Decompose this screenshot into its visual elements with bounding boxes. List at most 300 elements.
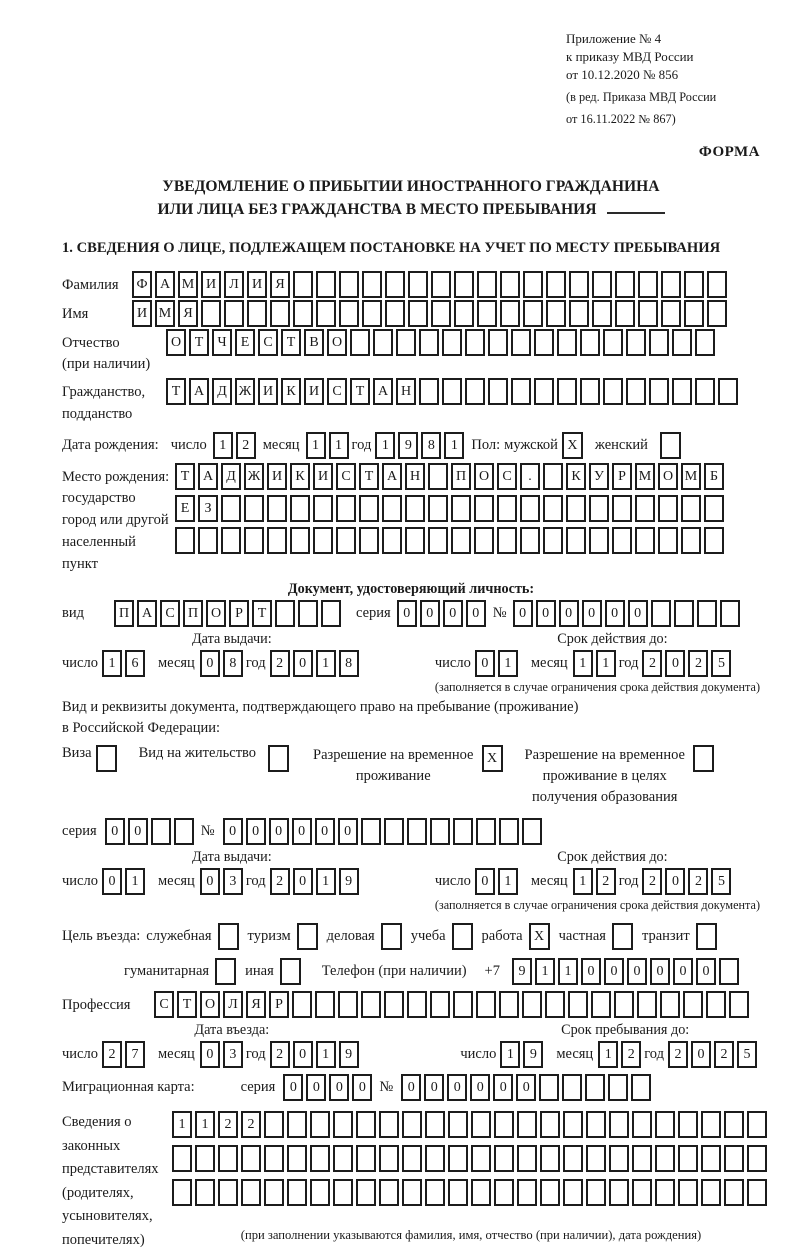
char-box[interactable]: Б (704, 463, 724, 490)
char-box[interactable] (310, 1179, 330, 1206)
char-box[interactable] (442, 329, 462, 356)
char-box[interactable] (402, 1179, 422, 1206)
char-box[interactable]: 2 (596, 868, 616, 895)
char-box[interactable] (419, 329, 439, 356)
char-box[interactable]: 0 (513, 600, 533, 627)
char-box[interactable]: 1 (375, 432, 395, 459)
char-box[interactable]: Т (359, 463, 379, 490)
char-box[interactable] (499, 991, 519, 1018)
char-box[interactable] (221, 527, 241, 554)
char-box[interactable]: С (258, 329, 278, 356)
char-box[interactable] (471, 1111, 491, 1138)
char-box[interactable]: Т (189, 329, 209, 356)
char-box[interactable] (453, 991, 473, 1018)
char-box[interactable] (298, 600, 318, 627)
char-box[interactable] (313, 495, 333, 522)
char-box[interactable]: 0 (200, 868, 220, 895)
char-box[interactable] (615, 271, 635, 298)
char-box[interactable] (534, 329, 554, 356)
char-box[interactable] (494, 1145, 514, 1172)
purpose-opt-study-checkbox[interactable] (452, 923, 473, 950)
char-box[interactable] (244, 495, 264, 522)
char-box[interactable]: Ф (132, 271, 152, 298)
char-box[interactable] (454, 300, 474, 327)
char-box[interactable] (264, 1145, 284, 1172)
char-box[interactable]: Е (235, 329, 255, 356)
char-box[interactable]: 1 (213, 432, 233, 459)
purpose-opt-business-checkbox[interactable] (381, 923, 402, 950)
char-box[interactable]: 1 (535, 958, 555, 985)
char-box[interactable]: Р (612, 463, 632, 490)
char-box[interactable] (523, 271, 543, 298)
char-box[interactable]: 9 (398, 432, 418, 459)
char-box[interactable]: О (327, 329, 347, 356)
char-box[interactable] (313, 527, 333, 554)
purpose-opt-work-checkbox[interactable]: X (529, 923, 550, 950)
char-box[interactable]: 0 (605, 600, 625, 627)
char-box[interactable]: 2 (270, 650, 290, 677)
char-box[interactable]: Ч (212, 329, 232, 356)
char-box[interactable] (707, 271, 727, 298)
char-box[interactable]: А (189, 378, 209, 405)
char-box[interactable]: 0 (673, 958, 693, 985)
char-box[interactable] (695, 329, 715, 356)
char-box[interactable] (585, 1074, 605, 1101)
char-box[interactable]: Т (350, 378, 370, 405)
char-box[interactable] (523, 300, 543, 327)
char-box[interactable] (609, 1111, 629, 1138)
char-box[interactable] (747, 1111, 767, 1138)
char-box[interactable] (660, 991, 680, 1018)
char-box[interactable] (339, 271, 359, 298)
char-box[interactable] (626, 378, 646, 405)
char-box[interactable] (384, 818, 404, 845)
char-box[interactable] (267, 495, 287, 522)
char-box[interactable] (563, 1179, 583, 1206)
char-box[interactable]: 0 (650, 958, 670, 985)
char-box[interactable] (267, 527, 287, 554)
char-box[interactable] (431, 300, 451, 327)
purpose-opt-private-checkbox[interactable] (612, 923, 633, 950)
char-box[interactable] (287, 1179, 307, 1206)
char-box[interactable] (649, 329, 669, 356)
char-box[interactable] (655, 1111, 675, 1138)
char-box[interactable]: 0 (102, 868, 122, 895)
char-box[interactable] (425, 1179, 445, 1206)
char-box[interactable]: Я (270, 271, 290, 298)
char-box[interactable] (684, 271, 704, 298)
char-box[interactable]: 0 (536, 600, 556, 627)
char-box[interactable]: А (198, 463, 218, 490)
char-box[interactable] (321, 600, 341, 627)
char-box[interactable] (198, 527, 218, 554)
char-box[interactable]: Е (175, 495, 195, 522)
char-box[interactable] (586, 1111, 606, 1138)
char-box[interactable] (511, 378, 531, 405)
char-box[interactable] (385, 271, 405, 298)
char-box[interactable] (546, 271, 566, 298)
char-box[interactable]: 2 (642, 868, 662, 895)
char-box[interactable] (290, 527, 310, 554)
char-box[interactable]: 0 (223, 818, 243, 845)
edu-residence-checkbox[interactable] (693, 745, 714, 772)
char-box[interactable] (522, 818, 542, 845)
char-box[interactable]: 0 (559, 600, 579, 627)
char-box[interactable]: П (451, 463, 471, 490)
char-box[interactable] (356, 1179, 376, 1206)
char-box[interactable]: 1 (316, 868, 336, 895)
char-box[interactable] (425, 1145, 445, 1172)
char-box[interactable] (520, 495, 540, 522)
char-box[interactable]: Т (166, 378, 186, 405)
char-box[interactable]: И (201, 271, 221, 298)
char-box[interactable] (338, 991, 358, 1018)
char-box[interactable]: 1 (329, 432, 349, 459)
char-box[interactable] (430, 818, 450, 845)
char-box[interactable]: Л (223, 991, 243, 1018)
char-box[interactable] (701, 1145, 721, 1172)
char-box[interactable] (678, 1111, 698, 1138)
char-box[interactable] (592, 300, 612, 327)
char-box[interactable] (476, 991, 496, 1018)
char-box[interactable] (655, 1179, 675, 1206)
char-box[interactable]: Я (178, 300, 198, 327)
char-box[interactable]: М (155, 300, 175, 327)
char-box[interactable] (586, 1145, 606, 1172)
char-box[interactable] (580, 329, 600, 356)
char-box[interactable] (431, 271, 451, 298)
char-box[interactable] (287, 1145, 307, 1172)
char-box[interactable] (241, 1145, 261, 1172)
char-box[interactable] (195, 1145, 215, 1172)
char-box[interactable] (568, 991, 588, 1018)
char-box[interactable]: 5 (737, 1041, 757, 1068)
char-box[interactable] (632, 1145, 652, 1172)
char-box[interactable]: 0 (424, 1074, 444, 1101)
char-box[interactable]: С (497, 463, 517, 490)
char-box[interactable] (540, 1145, 560, 1172)
char-box[interactable]: Л (224, 271, 244, 298)
char-box[interactable] (293, 271, 313, 298)
char-box[interactable] (356, 1111, 376, 1138)
char-box[interactable] (477, 300, 497, 327)
char-box[interactable] (382, 495, 402, 522)
char-box[interactable] (425, 1111, 445, 1138)
char-box[interactable]: Д (221, 463, 241, 490)
char-box[interactable] (287, 1111, 307, 1138)
char-box[interactable] (729, 991, 749, 1018)
char-box[interactable] (454, 271, 474, 298)
char-box[interactable] (264, 1179, 284, 1206)
char-box[interactable] (359, 527, 379, 554)
char-box[interactable] (407, 991, 427, 1018)
char-box[interactable]: 0 (581, 958, 601, 985)
char-box[interactable] (589, 527, 609, 554)
char-box[interactable]: И (313, 463, 333, 490)
char-box[interactable]: 1 (102, 650, 122, 677)
char-box[interactable] (569, 300, 589, 327)
char-box[interactable] (678, 1179, 698, 1206)
char-box[interactable]: Р (269, 991, 289, 1018)
char-box[interactable] (476, 818, 496, 845)
char-box[interactable]: 5 (711, 868, 731, 895)
char-box[interactable]: Н (396, 378, 416, 405)
char-box[interactable] (497, 527, 517, 554)
char-box[interactable]: 0 (627, 958, 647, 985)
char-box[interactable] (221, 495, 241, 522)
char-box[interactable]: О (200, 991, 220, 1018)
char-box[interactable] (430, 991, 450, 1018)
char-box[interactable]: С (160, 600, 180, 627)
char-box[interactable] (612, 495, 632, 522)
char-box[interactable] (336, 527, 356, 554)
purpose-opt-other-checkbox[interactable] (280, 958, 301, 985)
char-box[interactable]: Ж (235, 378, 255, 405)
char-box[interactable] (310, 1111, 330, 1138)
char-box[interactable]: 3 (223, 868, 243, 895)
char-box[interactable] (543, 463, 563, 490)
char-box[interactable]: М (635, 463, 655, 490)
char-box[interactable] (546, 300, 566, 327)
char-box[interactable] (290, 495, 310, 522)
char-box[interactable]: 0 (292, 818, 312, 845)
char-box[interactable]: 2 (270, 868, 290, 895)
purpose-opt-transit-checkbox[interactable] (696, 923, 717, 950)
char-box[interactable] (661, 271, 681, 298)
char-box[interactable]: 2 (218, 1111, 238, 1138)
char-box[interactable] (293, 300, 313, 327)
char-box[interactable] (591, 991, 611, 1018)
char-box[interactable] (499, 818, 519, 845)
char-box[interactable] (517, 1111, 537, 1138)
char-box[interactable]: А (373, 378, 393, 405)
char-box[interactable]: 1 (316, 650, 336, 677)
char-box[interactable] (451, 495, 471, 522)
male-checkbox[interactable]: X (562, 432, 583, 459)
char-box[interactable] (339, 300, 359, 327)
char-box[interactable] (563, 1145, 583, 1172)
char-box[interactable]: З (198, 495, 218, 522)
char-box[interactable] (244, 527, 264, 554)
char-box[interactable]: 1 (573, 650, 593, 677)
char-box[interactable] (362, 271, 382, 298)
char-box[interactable] (500, 271, 520, 298)
char-box[interactable] (316, 300, 336, 327)
char-box[interactable] (637, 991, 657, 1018)
char-box[interactable] (674, 600, 694, 627)
char-box[interactable] (373, 329, 393, 356)
char-box[interactable]: 8 (223, 650, 243, 677)
char-box[interactable]: 0 (516, 1074, 536, 1101)
char-box[interactable]: Д (212, 378, 232, 405)
char-box[interactable] (681, 495, 701, 522)
char-box[interactable] (557, 329, 577, 356)
char-box[interactable]: 0 (397, 600, 417, 627)
char-box[interactable] (511, 329, 531, 356)
char-box[interactable] (658, 495, 678, 522)
char-box[interactable]: 1 (498, 868, 518, 895)
char-box[interactable] (315, 991, 335, 1018)
char-box[interactable]: 9 (512, 958, 532, 985)
char-box[interactable]: 2 (688, 650, 708, 677)
char-box[interactable]: 2 (241, 1111, 261, 1138)
title-blank-underline[interactable] (607, 200, 665, 214)
char-box[interactable]: 5 (711, 650, 731, 677)
char-box[interactable] (465, 329, 485, 356)
char-box[interactable] (724, 1145, 744, 1172)
char-box[interactable] (631, 1074, 651, 1101)
char-box[interactable] (361, 991, 381, 1018)
char-box[interactable]: 0 (420, 600, 440, 627)
char-box[interactable]: 1 (558, 958, 578, 985)
char-box[interactable]: П (114, 600, 134, 627)
char-box[interactable] (174, 818, 194, 845)
char-box[interactable] (612, 527, 632, 554)
char-box[interactable] (292, 991, 312, 1018)
char-box[interactable] (638, 300, 658, 327)
char-box[interactable] (638, 271, 658, 298)
char-box[interactable]: 0 (475, 650, 495, 677)
char-box[interactable]: 0 (665, 868, 685, 895)
char-box[interactable]: 0 (665, 650, 685, 677)
char-box[interactable] (603, 329, 623, 356)
char-box[interactable] (684, 300, 704, 327)
char-box[interactable] (609, 1145, 629, 1172)
char-box[interactable]: 2 (102, 1041, 122, 1068)
char-box[interactable] (635, 495, 655, 522)
char-box[interactable] (661, 300, 681, 327)
char-box[interactable]: С (336, 463, 356, 490)
char-box[interactable] (333, 1179, 353, 1206)
char-box[interactable] (592, 271, 612, 298)
char-box[interactable] (626, 329, 646, 356)
char-box[interactable]: М (178, 271, 198, 298)
char-box[interactable]: 0 (338, 818, 358, 845)
char-box[interactable]: 2 (714, 1041, 734, 1068)
char-box[interactable]: 0 (315, 818, 335, 845)
char-box[interactable] (474, 527, 494, 554)
char-box[interactable] (540, 1111, 560, 1138)
char-box[interactable] (589, 495, 609, 522)
char-box[interactable] (609, 1179, 629, 1206)
char-box[interactable] (442, 378, 462, 405)
char-box[interactable]: К (290, 463, 310, 490)
char-box[interactable]: 1 (573, 868, 593, 895)
char-box[interactable] (632, 1179, 652, 1206)
char-box[interactable] (428, 495, 448, 522)
char-box[interactable] (359, 495, 379, 522)
char-box[interactable]: А (137, 600, 157, 627)
char-box[interactable] (488, 378, 508, 405)
char-box[interactable] (517, 1179, 537, 1206)
char-box[interactable] (658, 527, 678, 554)
char-box[interactable]: П (183, 600, 203, 627)
char-box[interactable]: 7 (125, 1041, 145, 1068)
purpose-opt-official-checkbox[interactable] (218, 923, 239, 950)
char-box[interactable]: 8 (421, 432, 441, 459)
char-box[interactable]: 8 (339, 650, 359, 677)
char-box[interactable]: К (281, 378, 301, 405)
char-box[interactable]: 0 (293, 868, 313, 895)
char-box[interactable]: О (206, 600, 226, 627)
char-box[interactable]: 9 (339, 868, 359, 895)
char-box[interactable]: Я (246, 991, 266, 1018)
char-box[interactable] (695, 378, 715, 405)
char-box[interactable] (563, 1111, 583, 1138)
char-box[interactable]: 0 (628, 600, 648, 627)
purpose-opt-humanitarian-checkbox[interactable] (215, 958, 236, 985)
char-box[interactable]: В (304, 329, 324, 356)
char-box[interactable] (614, 991, 634, 1018)
char-box[interactable] (275, 600, 295, 627)
char-box[interactable]: 2 (688, 868, 708, 895)
char-box[interactable]: 0 (246, 818, 266, 845)
char-box[interactable] (361, 818, 381, 845)
char-box[interactable] (534, 378, 554, 405)
char-box[interactable] (270, 300, 290, 327)
char-box[interactable]: Т (252, 600, 272, 627)
char-box[interactable] (500, 300, 520, 327)
char-box[interactable] (655, 1145, 675, 1172)
char-box[interactable] (333, 1111, 353, 1138)
char-box[interactable]: О (166, 329, 186, 356)
char-box[interactable] (382, 527, 402, 554)
char-box[interactable] (494, 1111, 514, 1138)
char-box[interactable]: 0 (493, 1074, 513, 1101)
char-box[interactable] (520, 527, 540, 554)
char-box[interactable] (557, 378, 577, 405)
char-box[interactable]: 0 (466, 600, 486, 627)
char-box[interactable] (172, 1179, 192, 1206)
char-box[interactable]: М (681, 463, 701, 490)
char-box[interactable] (720, 600, 740, 627)
char-box[interactable] (247, 300, 267, 327)
char-box[interactable] (497, 495, 517, 522)
char-box[interactable]: 0 (691, 1041, 711, 1068)
char-box[interactable]: И (304, 378, 324, 405)
char-box[interactable] (471, 1179, 491, 1206)
char-box[interactable] (704, 495, 724, 522)
char-box[interactable] (707, 300, 727, 327)
char-box[interactable]: . (520, 463, 540, 490)
char-box[interactable] (451, 527, 471, 554)
char-box[interactable] (724, 1179, 744, 1206)
char-box[interactable] (264, 1111, 284, 1138)
char-box[interactable]: Т (177, 991, 197, 1018)
char-box[interactable] (649, 378, 669, 405)
char-box[interactable] (543, 495, 563, 522)
char-box[interactable] (678, 1145, 698, 1172)
char-box[interactable] (566, 527, 586, 554)
char-box[interactable] (672, 378, 692, 405)
char-box[interactable] (385, 300, 405, 327)
char-box[interactable]: А (382, 463, 402, 490)
char-box[interactable] (632, 1111, 652, 1138)
char-box[interactable]: 1 (444, 432, 464, 459)
char-box[interactable]: 2 (236, 432, 256, 459)
char-box[interactable] (704, 527, 724, 554)
char-box[interactable] (701, 1111, 721, 1138)
char-box[interactable] (448, 1145, 468, 1172)
char-box[interactable] (428, 527, 448, 554)
char-box[interactable]: 2 (642, 650, 662, 677)
char-box[interactable] (474, 495, 494, 522)
char-box[interactable] (697, 600, 717, 627)
char-box[interactable] (586, 1179, 606, 1206)
char-box[interactable]: 0 (283, 1074, 303, 1101)
char-box[interactable]: 0 (604, 958, 624, 985)
char-box[interactable] (580, 378, 600, 405)
